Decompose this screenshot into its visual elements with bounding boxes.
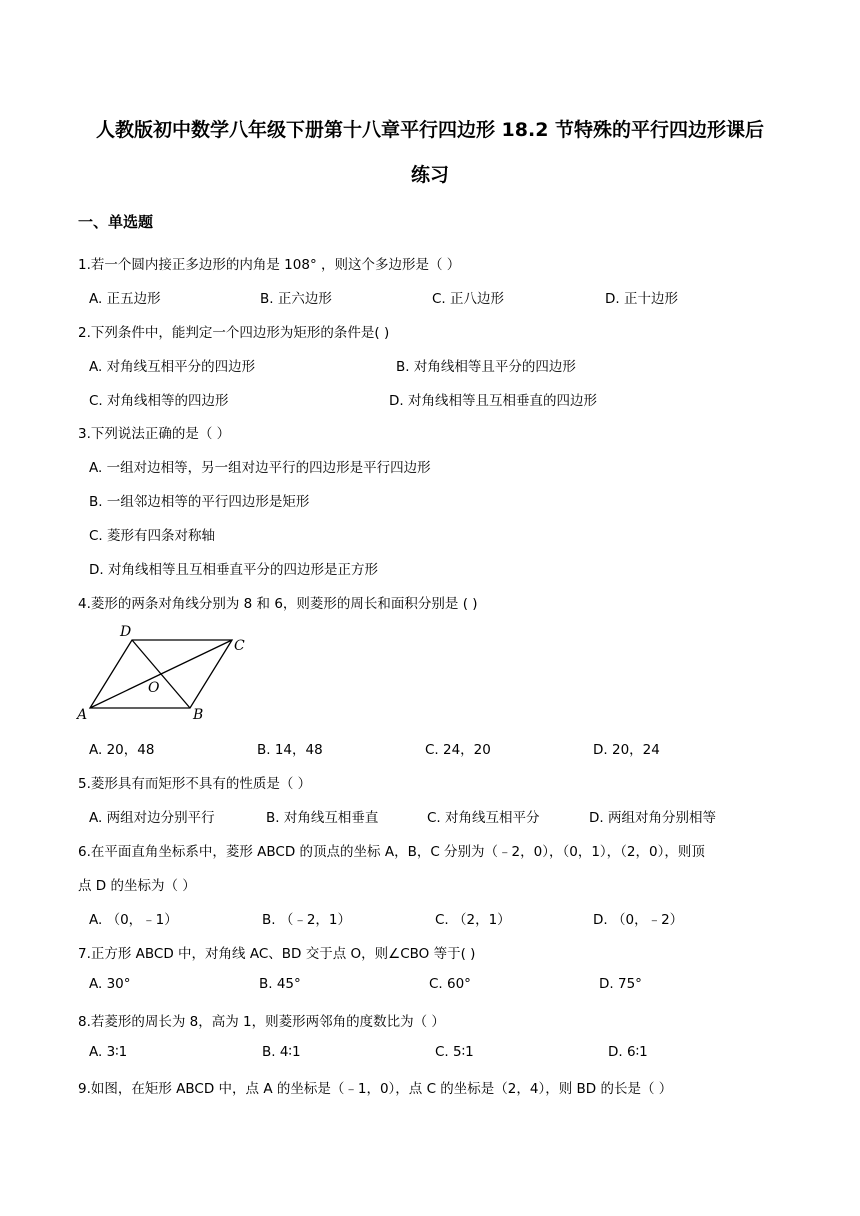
q7-option-c: C. 60° bbox=[429, 976, 471, 992]
q1-option-a: A. 正五边形 bbox=[89, 291, 161, 307]
label-b: B bbox=[193, 707, 204, 722]
question-3: 3.下列说法正确的是（ ） bbox=[78, 426, 231, 442]
rhombus-figure bbox=[76, 622, 256, 722]
question-7: 7.正方形 ABCD 中，对角线 AC、BD 交于点 O，则∠CBO 等于( ) bbox=[78, 946, 476, 962]
question-4: 4.菱形的两条对角线分别为 8 和 6，则菱形的周长和面积分别是 ( ) bbox=[78, 596, 478, 612]
q5-option-c: C. 对角线互相平分 bbox=[427, 810, 540, 826]
question-9: 9.如图，在矩形 ABCD 中，点 A 的坐标是（﹣1，0），点 C 的坐标是（2，4），则 BD 的长是（ ） bbox=[78, 1081, 673, 1097]
question-6-line-1: 6.在平面直角坐标系中，菱形 ABCD 的顶点的坐标 A，B，C 分别为（﹣2，0），（0，1），（2，0），则顶 bbox=[78, 844, 705, 860]
q6-option-d: D. （0，﹣2） bbox=[593, 912, 684, 928]
q7-option-a: A. 30° bbox=[89, 976, 131, 992]
q3-option-c: C. 菱形有四条对称轴 bbox=[89, 528, 216, 544]
q5-option-a: A. 两组对边分别平行 bbox=[89, 810, 215, 826]
q6-option-b: B. （﹣2，1） bbox=[262, 912, 352, 928]
q7-option-d: D. 75° bbox=[599, 976, 642, 992]
q5-option-d: D. 两组对角分别相等 bbox=[589, 810, 716, 826]
diagonal-bd bbox=[132, 640, 190, 708]
q2-option-a: A. 对角线互相平分的四边形 bbox=[89, 359, 256, 375]
q3-option-d: D. 对角线相等且互相垂直平分的四边形是正方形 bbox=[89, 562, 378, 578]
page-title-line-2: 练习 bbox=[410, 164, 449, 186]
question-8: 8.若菱形的周长为 8，高为 1，则菱形两邻角的度数比为（ ） bbox=[78, 1014, 445, 1030]
q8-option-a: A. 3∶1 bbox=[89, 1044, 128, 1060]
label-o: O bbox=[148, 680, 160, 696]
q8-option-d: D. 6∶1 bbox=[608, 1044, 648, 1060]
q2-option-d: D. 对角线相等且互相垂直的四边形 bbox=[389, 393, 597, 409]
q7-option-b: B. 45° bbox=[259, 976, 301, 992]
question-1: 1.若一个圆内接正多边形的内角是 108° ，则这个多边形是（ ） bbox=[78, 257, 461, 273]
q3-option-b: B. 一组邻边相等的平行四边形是矩形 bbox=[89, 494, 310, 510]
q4-option-b: B. 14，48 bbox=[257, 742, 323, 758]
q4-option-a: A. 20，48 bbox=[89, 742, 155, 758]
question-6-line-2: 点 D 的坐标为（ ） bbox=[78, 878, 196, 894]
q4-option-c: C. 24，20 bbox=[425, 742, 491, 758]
q8-option-c: C. 5∶1 bbox=[435, 1044, 474, 1060]
q1-option-d: D. 正十边形 bbox=[605, 291, 678, 307]
label-c: C bbox=[234, 638, 245, 654]
label-d: D bbox=[120, 624, 132, 640]
q1-option-c: C. 正八边形 bbox=[432, 291, 505, 307]
q2-option-b: B. 对角线相等且平分的四边形 bbox=[396, 359, 576, 375]
label-a: A bbox=[77, 707, 88, 722]
q6-option-a: A. （0，﹣1） bbox=[89, 912, 178, 928]
section-heading: 一、单选题 bbox=[78, 213, 154, 231]
q4-option-d: D. 20，24 bbox=[593, 742, 660, 758]
q2-option-c: C. 对角线相等的四边形 bbox=[89, 393, 229, 409]
question-2: 2.下列条件中，能判定一个四边形为矩形的条件是( ) bbox=[78, 325, 390, 341]
q6-option-c: C. （2，1） bbox=[435, 912, 511, 928]
q3-option-a: A. 一组对边相等，另一组对边平行的四边形是平行四边形 bbox=[89, 460, 431, 476]
q1-option-b: B. 正六边形 bbox=[260, 291, 332, 307]
q8-option-b: B. 4∶1 bbox=[262, 1044, 301, 1060]
page-title-line-1: 人教版初中数学八年级下册第十八章平行四边形 18.2 节特殊的平行四边形课后 bbox=[95, 119, 765, 141]
q5-option-b: B. 对角线互相垂直 bbox=[266, 810, 379, 826]
question-5: 5.菱形具有而矩形不具有的性质是（ ） bbox=[78, 776, 312, 792]
